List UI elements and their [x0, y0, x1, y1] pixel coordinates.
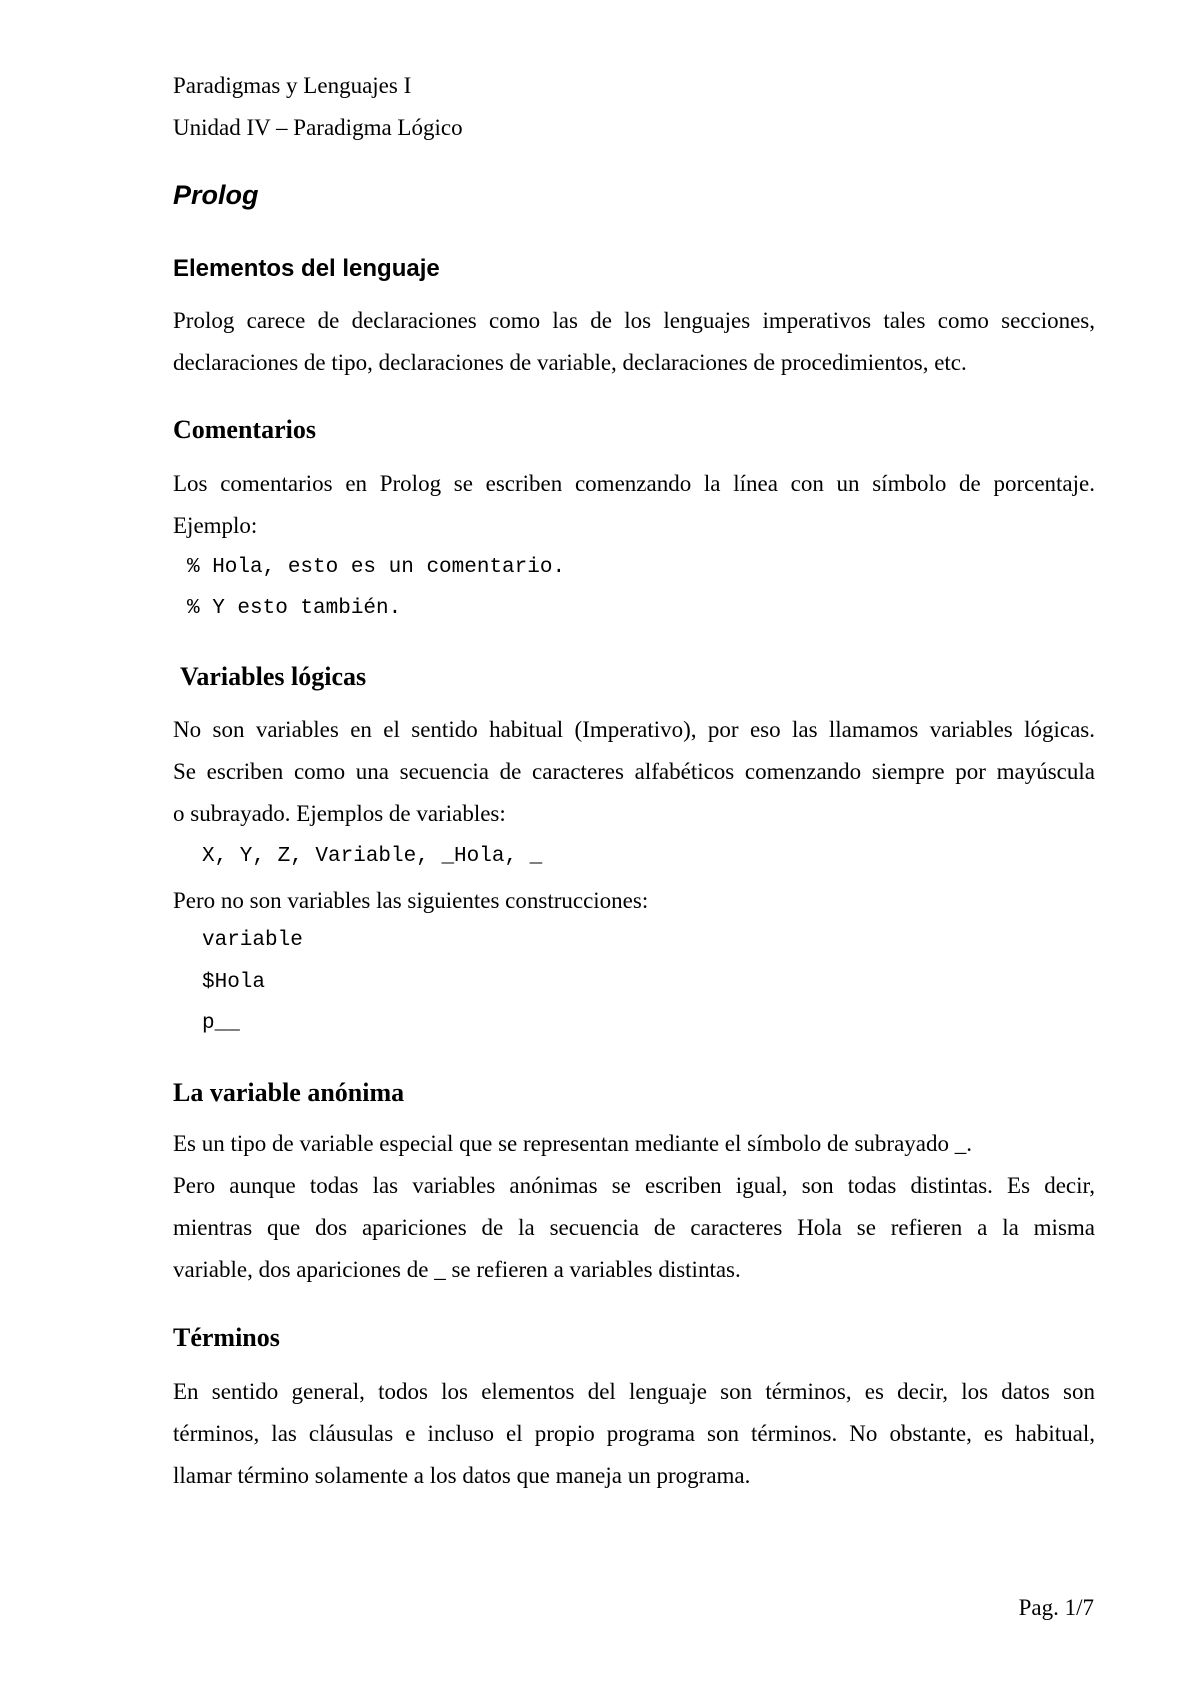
- paragraph-elementos: [173, 300, 1095, 384]
- code-comment-line: % Hola, esto es un comentario.: [187, 556, 566, 579]
- unit-title: Unidad IV – Paradigma Lógico: [173, 115, 463, 140]
- non-variables-intro: Pero no son variables las siguientes construcciones:: [173, 888, 649, 913]
- paragraph-line: mientras que dos apariciones de la secuencia de caracteres Hola se refieren a la misma: [173, 1215, 1095, 1240]
- paragraph-line: llamar término solamente a los datos que maneja un programa.: [173, 1463, 751, 1488]
- paragraph-line: No son variables en el sentido habitual (Imperativo), por eso las llamamos variables lógicas.: [173, 717, 1095, 742]
- paragraph-line: Ejemplo:: [173, 513, 258, 538]
- code-non-variable: $Hola: [202, 971, 266, 994]
- course-name: Paradigmas y Lenguajes I: [173, 73, 412, 98]
- heading-comentarios: Comentarios: [173, 415, 316, 444]
- page-number: Pag. 1/7: [1018, 1595, 1094, 1620]
- paragraph-line: Es un tipo de variable especial que se representan mediante el símbolo de subrayado _.: [173, 1131, 972, 1156]
- heading-elementos: Elementos del lenguaje: [173, 255, 440, 282]
- paragraph-line: declaraciones de tipo, declaraciones de variable, declaraciones de procedimientos, etc.: [173, 350, 967, 375]
- page-title: Prolog: [173, 180, 259, 210]
- paragraph-line: o subrayado. Ejemplos de variables:: [173, 801, 506, 826]
- heading-terminos: Términos: [173, 1323, 280, 1352]
- paragraph-variables: [173, 709, 1095, 835]
- paragraph-line: Los comentarios en Prolog se escriben comenzando la línea con un símbolo de porcentaje.: [173, 471, 1095, 496]
- heading-anonima: La variable anónima: [173, 1078, 405, 1107]
- paragraph-line: Se escriben como una secuencia de caracteres alfabéticos comenzando siempre por mayúscula: [173, 759, 1095, 784]
- code-variable-examples: X, Y, Z, Variable, _Hola, _: [202, 845, 543, 868]
- paragraph-terminos: [173, 1371, 1095, 1497]
- paragraph-comentarios: [173, 463, 1095, 547]
- code-non-variable: p__: [202, 1012, 240, 1035]
- paragraph-line: variable, dos apariciones de _ se refieren a variables distintas.: [173, 1257, 741, 1282]
- paragraph-line: En sentido general, todos los elementos del lenguaje son términos, es decir, los datos son: [173, 1379, 1095, 1404]
- paragraph-anonima: [173, 1165, 1095, 1291]
- paragraph-line: Prolog carece de declaraciones como las de los lenguajes imperativos tales como secciones,: [173, 308, 1095, 333]
- paragraph-line: términos, las cláusulas e incluso el propio programa son términos. No obstante, es habitual,: [173, 1421, 1095, 1446]
- paragraph-line: Pero aunque todas las variables anónimas se escriben igual, son todas distintas. Es decir,: [173, 1173, 1095, 1198]
- heading-variables: Variables lógicas: [180, 662, 367, 691]
- code-comment-line: % Y esto también.: [187, 597, 402, 620]
- code-non-variable: variable: [202, 929, 303, 952]
